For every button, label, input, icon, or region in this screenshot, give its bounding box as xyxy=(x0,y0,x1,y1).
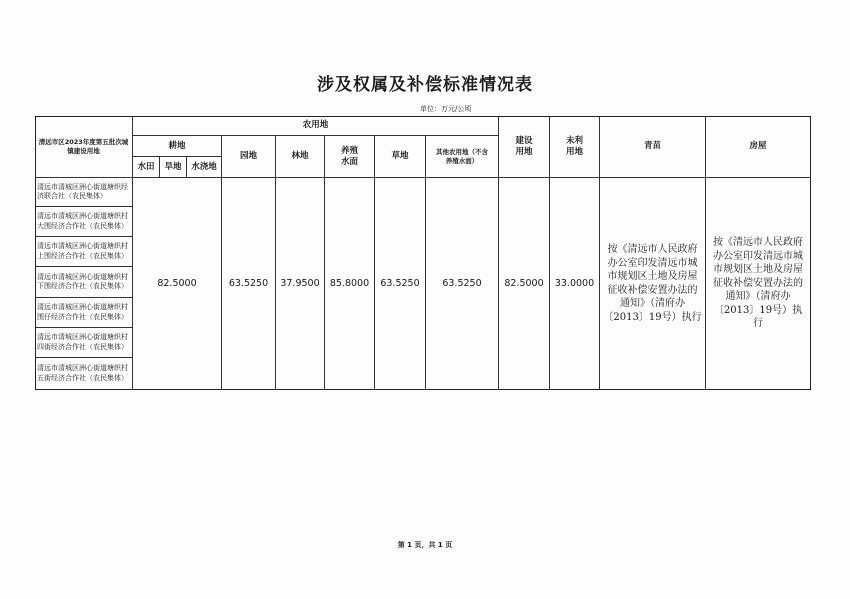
header-dry-land: 旱地 xyxy=(160,157,187,178)
value-forest-land: 37.9500 xyxy=(276,178,325,390)
table-row-owner xyxy=(35,207,133,237)
owner-name: 清远市清城区洲心街道塘织经济联合社（农民集体） xyxy=(37,182,128,200)
value-young-crops: 按《清远市人民政府办公室印发清远市城市规划区土地及房屋征收补偿安置办法的通知》（清府办〔2013〕19号）执行 xyxy=(600,178,706,390)
header-paddy: 水田 xyxy=(133,157,160,178)
header-garden-land: 园地 xyxy=(222,136,276,178)
owner-name: 清远市清城区洲心街道塘织村围仔经济合作社（农民集体） xyxy=(37,303,128,321)
value-unused-land: 33.0000 xyxy=(550,178,600,390)
header-construction-land: 建设用地 xyxy=(499,116,550,178)
value-other-agricultural: 63.5250 xyxy=(426,178,499,390)
header-agricultural-land: 农用地 xyxy=(133,116,499,136)
unit-label: 单位：万元/公顷 xyxy=(420,105,472,113)
table-row-owner xyxy=(35,237,133,267)
page-number: 第 1 页，共 1 页 xyxy=(397,541,453,549)
owner-name: 清远市清城区洲心街道塘织村大围经济合作社（农民集体） xyxy=(37,212,128,230)
header-project: 清远市区2023年度第五批次城镇建设用地 xyxy=(35,116,133,178)
table-row-owner xyxy=(35,298,133,328)
page-title: 涉及权属及补偿标准情况表 xyxy=(317,75,533,95)
header-aquaculture-water: 养殖水面 xyxy=(325,136,375,178)
owner-name: 清远市清城区洲心街道塘织村五街经济合作社（农民集体） xyxy=(37,364,128,382)
table-row-owner xyxy=(35,267,133,298)
header-young-crops: 青苗 xyxy=(600,116,706,178)
value-construction-land: 82.5000 xyxy=(499,178,550,390)
value-grassland: 63.5250 xyxy=(375,178,426,390)
owner-name: 清远市清城区洲心街道塘织村下围经济合作社（农民集体） xyxy=(37,272,128,290)
value-garden-land: 63.5250 xyxy=(222,178,276,390)
owner-name: 清远市清城区洲心街道塘织村上围经济合作社（农民集体） xyxy=(37,242,128,260)
compensation-table xyxy=(35,116,811,390)
table-row-owner xyxy=(35,178,133,207)
value-housing: 按《清远市人民政府办公室印发清远市城市规划区土地及房屋征收补偿安置办法的通知》（清府办〔2013〕19号）执行 xyxy=(706,178,811,390)
value-aquaculture-water: 85.8000 xyxy=(325,178,375,390)
owner-name: 清远市清城区洲心街道塘织村四街经济合作社（农民集体） xyxy=(37,333,128,351)
header-housing: 房屋 xyxy=(706,116,811,178)
header-grassland: 草地 xyxy=(375,136,426,178)
table-row-owner xyxy=(35,358,133,390)
value-cultivated-land: 82.5000 xyxy=(133,178,222,390)
header-forest-land: 林地 xyxy=(276,136,325,178)
table-row-owner xyxy=(35,328,133,358)
header-other-agricultural: 其他农用地（不含养殖水面） xyxy=(426,136,499,178)
header-unused-land: 未利用地 xyxy=(550,116,600,178)
header-irrigated-land: 水浇地 xyxy=(187,157,222,178)
header-cultivated-land: 耕地 xyxy=(133,136,222,157)
